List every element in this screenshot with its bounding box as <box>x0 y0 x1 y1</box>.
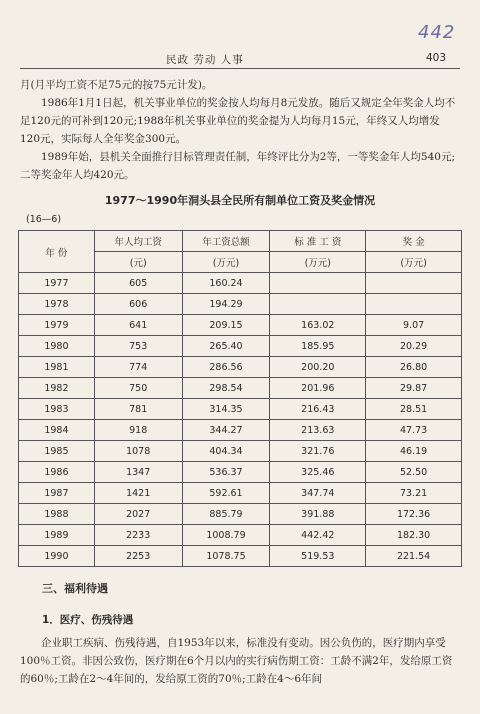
cell-total: 314.35 <box>182 399 270 420</box>
cell-year: 1986 <box>19 462 95 483</box>
cell-avg: 2233 <box>94 525 182 546</box>
cell-avg: 1078 <box>94 441 182 462</box>
cell-total: 265.40 <box>182 336 270 357</box>
cell-standard: 201.96 <box>270 378 366 399</box>
table-row <box>19 546 462 567</box>
cell-avg: 753 <box>94 336 182 357</box>
header-bonus: 奖 金 <box>366 231 462 252</box>
cell-avg: 605 <box>94 273 182 294</box>
section-heading: 三、福利待遇 <box>42 582 108 595</box>
subsection-heading: 1．医疗、伤残待遇 <box>42 614 134 626</box>
cell-standard: 347.74 <box>270 483 366 504</box>
table-row <box>19 336 462 357</box>
cell-bonus: 20.29 <box>366 336 462 357</box>
table-row <box>19 273 462 294</box>
cell-year: 1978 <box>19 294 95 315</box>
cell-total: 194.29 <box>182 294 270 315</box>
cell-standard: 185.95 <box>270 336 366 357</box>
cell-standard: 442.42 <box>270 525 366 546</box>
cell-standard: 200.20 <box>270 357 366 378</box>
cell-avg: 781 <box>94 399 182 420</box>
cell-standard: 213.63 <box>270 420 366 441</box>
table-row <box>19 525 462 546</box>
cell-avg: 641 <box>94 315 182 336</box>
cell-bonus: 73.21 <box>366 483 462 504</box>
wage-bonus-table <box>18 230 462 567</box>
cell-total: 209.15 <box>182 315 270 336</box>
table-body <box>19 273 462 567</box>
cell-total: 1008.79 <box>182 525 270 546</box>
table-row <box>19 420 462 441</box>
cell-standard <box>270 273 366 294</box>
table-row <box>19 462 462 483</box>
cell-year: 1988 <box>19 504 95 525</box>
cell-year: 1984 <box>19 420 95 441</box>
table-row <box>19 483 462 504</box>
cell-total: 885.79 <box>182 504 270 525</box>
page-header <box>20 50 460 69</box>
header-avg-wage: 年人均工资 <box>94 231 182 252</box>
cell-year: 1979 <box>19 315 95 336</box>
table-title: 1977～1990年洞头县全民所有制单位工资及奖金情况 <box>104 194 376 207</box>
header-standard-wage-unit: (万元) <box>270 252 366 273</box>
cell-total: 1078.75 <box>182 546 270 567</box>
cell-bonus: 172.36 <box>366 504 462 525</box>
cell-total: 298.54 <box>182 378 270 399</box>
cell-total: 160.24 <box>182 273 270 294</box>
cell-year: 1981 <box>19 357 95 378</box>
cell-avg: 750 <box>94 378 182 399</box>
table-row <box>19 441 462 462</box>
cell-year: 1982 <box>19 378 95 399</box>
cell-bonus <box>366 294 462 315</box>
cell-standard: 325.46 <box>270 462 366 483</box>
cell-year: 1983 <box>19 399 95 420</box>
handwritten-page-note: 442 <box>418 22 456 43</box>
cell-bonus: 52.50 <box>366 462 462 483</box>
cell-total: 536.37 <box>182 462 270 483</box>
body-text-2 <box>20 634 460 688</box>
cell-year: 1987 <box>19 483 95 504</box>
paragraph: 企业职工疾病、伤残待遇，自1953年以来，标准没有变动。因公负伤的，医疗期内享受100％工资。非因公致伤，医疗期在6个月以内的实行病伤期工资：工龄不满2年，发给原工资的60％;工龄在2～4年间的，发给原工资的70％;工龄在4～6年间 <box>20 637 453 685</box>
cell-avg: 2027 <box>94 504 182 525</box>
cell-avg: 774 <box>94 357 182 378</box>
cell-bonus: 9.07 <box>366 315 462 336</box>
body-text <box>20 76 456 184</box>
table-row <box>19 294 462 315</box>
table-code: (16—6) <box>26 214 62 225</box>
cell-year: 1985 <box>19 441 95 462</box>
running-title: 民政 劳动 人事 <box>166 54 244 66</box>
table-row <box>19 504 462 525</box>
cell-avg: 1347 <box>94 462 182 483</box>
cell-standard <box>270 294 366 315</box>
cell-total: 592.61 <box>182 483 270 504</box>
cell-standard: 519.53 <box>270 546 366 567</box>
paragraph: 月(月平均工资不足75元的按75元计发)。 <box>20 79 213 91</box>
header-total-wage: 年工资总额 <box>182 231 270 252</box>
cell-bonus: 46.19 <box>366 441 462 462</box>
table-row <box>19 357 462 378</box>
cell-year: 1977 <box>19 273 95 294</box>
header-standard-wage: 标 准 工 资 <box>270 231 366 252</box>
cell-bonus: 29.87 <box>366 378 462 399</box>
cell-total: 344.27 <box>182 420 270 441</box>
cell-bonus: 28.51 <box>366 399 462 420</box>
paragraph: 1986年1月1日起，机关事业单位的奖金按人均每月8元发放。随后又规定全年奖金人均不足120元的可补到120元;1988年机关事业单位的奖金提为人均每月15元，年终又人均增发120元，实际每人全年奖金300元。 <box>20 97 456 145</box>
cell-standard: 163.02 <box>270 315 366 336</box>
header-avg-wage-unit: (元) <box>94 252 182 273</box>
cell-avg: 918 <box>94 420 182 441</box>
cell-avg: 2253 <box>94 546 182 567</box>
cell-bonus <box>366 273 462 294</box>
page-number: 403 <box>425 52 446 64</box>
cell-standard: 321.76 <box>270 441 366 462</box>
cell-bonus: 47.73 <box>366 420 462 441</box>
cell-total: 286.56 <box>182 357 270 378</box>
header-total-wage-unit: (万元) <box>182 252 270 273</box>
cell-bonus: 182.30 <box>366 525 462 546</box>
cell-year: 1980 <box>19 336 95 357</box>
cell-avg: 606 <box>94 294 182 315</box>
cell-year: 1989 <box>19 525 95 546</box>
header-bonus-unit: (万元) <box>366 252 462 273</box>
cell-total: 404.34 <box>182 441 270 462</box>
table-row <box>19 378 462 399</box>
cell-bonus: 26.80 <box>366 357 462 378</box>
paragraph: 1989年始，县机关全面推行目标管理责任制，年终评比分为2等，一等奖金年人均540元;二等奖金年人均420元。 <box>20 151 455 181</box>
cell-bonus: 221.54 <box>366 546 462 567</box>
cell-avg: 1421 <box>94 483 182 504</box>
header-year: 年 份 <box>19 231 95 273</box>
table-row <box>19 315 462 336</box>
cell-standard: 216.43 <box>270 399 366 420</box>
cell-standard: 391.88 <box>270 504 366 525</box>
cell-year: 1990 <box>19 546 95 567</box>
table-row <box>19 399 462 420</box>
